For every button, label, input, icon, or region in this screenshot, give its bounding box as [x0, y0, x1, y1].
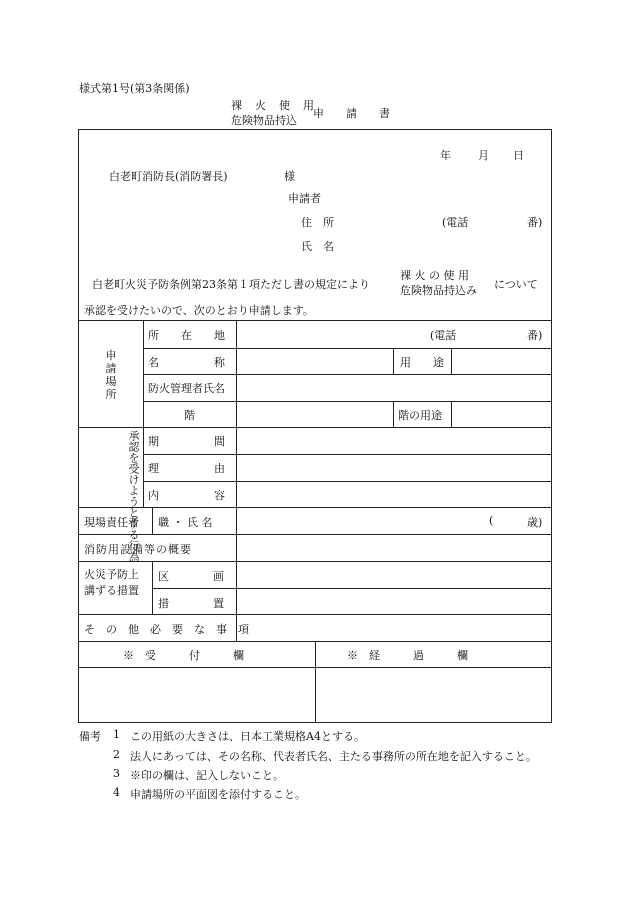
note-text: 法人にあっては、その名称、代表者氏名、主たる事務所の所在地を記入すること。	[130, 750, 537, 763]
fire-prevention-label-2: 講ずる措置	[84, 584, 139, 597]
note-num: 3	[113, 767, 120, 780]
site-manager-label: 現場責任者	[84, 516, 139, 529]
date-month-label: 月	[478, 149, 489, 162]
note-text: この用紙の大きさは、日本工業規格A4とする。	[130, 730, 365, 743]
form-id: 様式第1号(第3条関係)	[79, 82, 190, 95]
addressee-honorific: 様	[284, 170, 295, 183]
section-label: 区 画	[158, 570, 224, 583]
other-items-label: そ の 他 必 要 な 事 項	[84, 623, 249, 636]
note-num: 4	[113, 786, 120, 799]
location-label: 所 在 地	[148, 329, 225, 342]
floor-label: 階	[184, 409, 195, 422]
application-form	[78, 129, 552, 723]
applicant-name-label: 氏 名	[301, 240, 334, 253]
reception-label: ※ 受 付 欄	[123, 649, 244, 662]
age-suffix: 歳)	[527, 516, 543, 529]
location-phone-label: (電話	[430, 329, 457, 342]
place-name-label: 名 称	[148, 356, 225, 369]
application-place-label: 申請場所	[105, 349, 117, 401]
applicant-label: 申請者	[288, 192, 321, 205]
page-title: 申 請 書	[313, 107, 390, 120]
statement-prefix: 白老町火災予防条例第23条第１項ただし書の規定により	[92, 278, 370, 291]
age-open: (	[489, 514, 494, 527]
measures-label: 措 置	[158, 597, 224, 610]
fire-manager-label: 防火管理者氏名	[148, 382, 225, 395]
note-text: 申請場所の平面図を添付すること。	[130, 788, 306, 801]
fire-prevention-label-1: 火災予防上	[84, 568, 139, 581]
floor-use-label: 階の用途	[398, 409, 442, 422]
site-manager-sublabel: 職 ・ 氏 名	[158, 516, 213, 529]
reason-label: 理 由	[148, 462, 225, 475]
statement-option-fire: 裸 火 の 使 用	[400, 269, 469, 282]
title-option-hazardous: 危険物品持込	[231, 114, 297, 127]
content-label: 内 容	[148, 489, 225, 502]
date-day-label: 日	[513, 149, 524, 162]
note-num: 1	[113, 728, 120, 741]
applicant-phone-suffix: 番)	[527, 216, 543, 229]
note-num: 2	[113, 748, 120, 761]
notes-heading: 備考	[79, 730, 101, 743]
applicant-address-label: 住 所	[301, 216, 334, 229]
act-label: 承認を受けようとする行為	[127, 430, 140, 562]
date-year-label: 年	[440, 149, 451, 162]
addressee-name: 白老町消防長(消防署長)	[109, 170, 228, 183]
statement-suffix: について	[494, 278, 538, 291]
location-phone-suffix: 番)	[527, 329, 543, 342]
title-option-fire: 裸 火 使 用	[231, 99, 315, 112]
applicant-phone-label: (電話	[442, 216, 469, 229]
use-label: 用 途	[400, 356, 444, 369]
note-text: ※印の欄は、記入しないこと。	[130, 769, 284, 782]
fire-equipment-label: 消防用設備等の概要	[84, 543, 192, 556]
statement-option-hazardous: 危険物品持込み	[400, 284, 477, 297]
progress-label: ※ 経 過 欄	[347, 649, 468, 662]
period-label: 期 間	[148, 435, 225, 448]
statement-line2: 承認を受けたいので、次のとおり申請します。	[84, 304, 314, 317]
